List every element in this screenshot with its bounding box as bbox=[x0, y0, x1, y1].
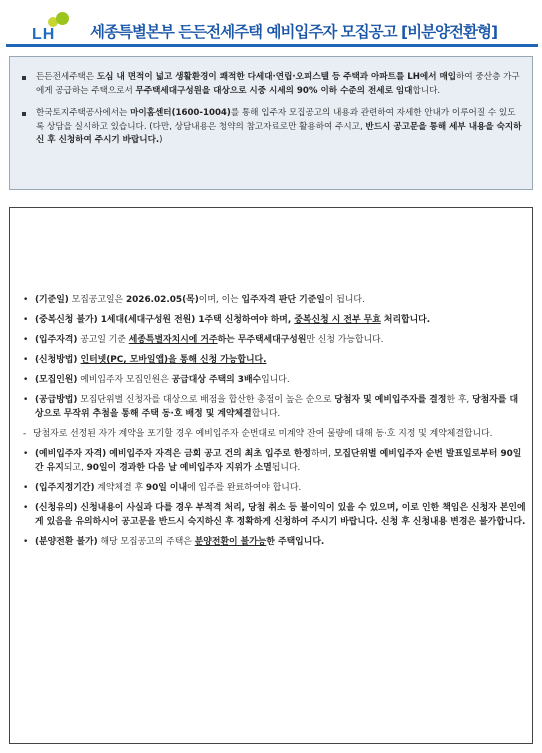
header-divider bbox=[6, 44, 538, 47]
notice-list bbox=[23, 294, 526, 556]
square-bullet-icon bbox=[22, 76, 26, 80]
square-bullet-icon bbox=[22, 112, 26, 116]
notice-item-no-conversion: • (분양전환 불가) 해당 모집공고의 주택은 분양전환이 불가능한 주택입니다. bbox=[23, 536, 526, 550]
notice-item-base-date: • (기준일) 모집공고일은 2026.02.05(목)이며, 이는 입주자격 판단 기준일이 됩니다. bbox=[23, 294, 526, 308]
notice-box bbox=[9, 207, 533, 744]
notice-subitem-forfeit: - 당첨자로 선정된 자가 계약을 포기할 경우 예비입주자 순번대로 미계약 잔여 물량에 대해 동·호 지정 및 계약체결합니다. bbox=[23, 428, 526, 442]
bullet-icon: • bbox=[23, 482, 29, 493]
logo-leaf-icon bbox=[56, 12, 69, 25]
page-header bbox=[6, 14, 538, 46]
lh-logo bbox=[32, 14, 92, 44]
bullet-icon: • bbox=[23, 375, 29, 386]
notice-item-duplicate: • (중복신청 불가) 1세대(세대구성원 전원) 1주택 신청하여야 하며, 중복신청 시 전부 무효 처리합니다. bbox=[23, 314, 526, 328]
bullet-icon: • bbox=[23, 395, 29, 406]
bullet-icon: • bbox=[23, 315, 29, 326]
bullet-icon: • bbox=[23, 295, 29, 305]
page-title: 세종특별본부 든든전세주택 예비입주자 모집공고 [비분양전환형] bbox=[90, 23, 498, 41]
summary-item-rental: 든든전세주택은 도심 내 면적이 넓고 생활환경이 쾌적한 다세대·연립·오피스텔 등 주택과 아파트를 LH에서 매입하여 중산층 가구에게 공급하는 주택으로서 무주택세대구성원을 대상으로 시중 시세의 90% 이하 수준의 전세로 임대합니다. bbox=[22, 71, 522, 98]
bullet-icon: • bbox=[23, 449, 29, 460]
notice-item-eligibility: • (입주자격) 공고일 기준 세종특별자치시에 거주하는 무주택세대구성원만 신청 가능합니다. bbox=[23, 334, 526, 348]
bullet-icon: • bbox=[23, 335, 29, 346]
summary-box bbox=[9, 56, 533, 190]
dash-icon: - bbox=[23, 429, 27, 440]
bullet-icon: • bbox=[23, 355, 29, 366]
notice-item-supply: • (공급방법) 모집단위별 신청자를 대상으로 배점을 합산한 총점이 높은 순으로 당첨자 및 예비입주자를 결정한 후, 당첨자를 대상으로 무작위 추첨을 통해 주택 동·호 배정 및 계약체결합니다. bbox=[23, 395, 519, 420]
notice-item-reserve-status: • (예비입주자 자격) 예비입주자 자격은 금회 공고 건의 최초 입주로 한정하며, 모집단위별 예비입주자 순번 발표일로부터 90일간 유지되고, 90일이 경과한 다음 날 예비입주자 지위가 소멸됩니다. bbox=[23, 449, 522, 473]
bullet-icon: • bbox=[23, 503, 29, 514]
notice-item-method: • (신청방법) 인터넷(PC, 모바일앱)을 통해 신청 가능합니다. bbox=[23, 354, 526, 368]
logo-text: LH bbox=[32, 26, 56, 43]
bullet-icon: • bbox=[23, 536, 29, 547]
summary-item-consult: 한국토지주택공사에서는 마이홈센터(1600-1004)를 통해 입주자 모집공고의 내용과 관련하여 자세한 안내가 이루어질 수 있도록 상담을 실시하고 있습니다. (다만, 상담내용은 청약의 참고자료로만 활용하여 주시고, 반드시 공고문을 통해 세부 내용을 숙지하신 후 신청하여 주시기 바랍니다.) bbox=[22, 107, 522, 148]
notice-item-move-in: • (입주지정기간) 계약체결 후 90일 이내에 입주를 완료하여야 합니다. bbox=[23, 482, 526, 496]
notice-item-caution: • (신청유의) 신청내용이 사실과 다를 경우 부적격 처리, 당첨 취소 등 불이익이 있을 수 있으며, 이로 인한 책임은 신청자 본인에게 있음을 유의하시어 공고문을 반드시 숙지하신 후 정확하게 신청하여 주시기 바랍니다. 신청 후 신청내용 변경은 불가합니다. bbox=[23, 503, 526, 527]
notice-item-quota: • (모집인원) 예비입주자 모집인원은 공급대상 주택의 3배수입니다. bbox=[23, 374, 526, 388]
